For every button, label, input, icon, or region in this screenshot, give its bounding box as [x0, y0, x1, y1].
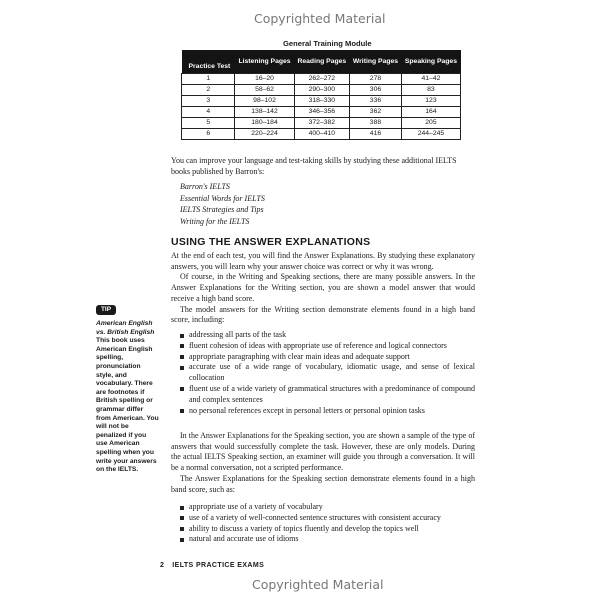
watermark-bottom: Copyrighted Material	[252, 577, 384, 592]
table-cell: 164	[401, 107, 460, 118]
tip-badge: TIP	[96, 305, 116, 315]
speaking-criteria-list	[180, 502, 475, 545]
table-cell: 262–272	[294, 74, 350, 85]
table-cell: 3	[182, 96, 235, 107]
table-cell: 6	[182, 129, 235, 140]
table-cell: 388	[350, 118, 402, 129]
table-cell: 244–245	[401, 129, 460, 140]
column-header: Listening Pages	[238, 58, 291, 65]
list-item: natural and accurate use of idioms	[180, 534, 475, 545]
list-item: appropriate paragraphing with clear main ideas and adequate support	[180, 352, 475, 363]
table-cell: 41–42	[401, 74, 460, 85]
book-list	[180, 182, 265, 228]
table-cell: 98–102	[235, 96, 294, 107]
table-cell: 220–224	[235, 129, 294, 140]
speaking-explanation-body	[171, 431, 475, 495]
table-row	[182, 107, 461, 118]
table-cell: 123	[401, 96, 460, 107]
paragraph: The Answer Explanations for the Speaking section demonstrate elements found in a high band score, such as:	[171, 473, 475, 494]
list-item: use of a variety of well-connected sentence structures with consistent accuracy	[180, 513, 475, 524]
answer-explanations-body	[171, 251, 475, 326]
book-title: Essential Words for IELTS	[180, 193, 265, 203]
intro-paragraph: You can improve your language and test-taking skills by studying these additional IELTS books published by Barron's:	[171, 156, 457, 176]
list-item: appropriate use of a variety of vocabulary	[180, 502, 475, 513]
page-number: 2	[160, 562, 165, 569]
table-cell: 318–330	[294, 96, 350, 107]
table-cell: 336	[350, 96, 402, 107]
table-header-row	[182, 50, 461, 74]
list-item: accurate use of a wide range of vocabulary, idiomatic usage, and sense of lexical collocation	[180, 362, 475, 384]
table-cell: 4	[182, 107, 235, 118]
table-row	[182, 129, 461, 140]
table-row	[182, 96, 461, 107]
paragraph: In the Answer Explanations for the Speaking section, you are shown a sample of the type of answers that would successfully complete the task. However, these are only models. During the actual IELTS Speaking section, an examiner will guide you through a conversation. It will be a normal conversation, not a scripted performance.	[171, 431, 475, 473]
book-title: Barron's IELTS	[180, 182, 230, 191]
tip-sidebar	[96, 320, 159, 475]
table-cell: 416	[350, 129, 402, 140]
list-item: ability to discuss a variety of topics fluently and develop the topics well	[180, 524, 475, 535]
table-row	[182, 118, 461, 129]
list-item: fluent use of a wide variety of grammatical structures with a predominance of compound and complex sentences	[180, 384, 475, 406]
table-cell: 1	[182, 74, 235, 85]
table-cell: 16–20	[235, 74, 294, 85]
column-header: Reading Pages	[297, 58, 347, 65]
table-cell: 58–62	[235, 85, 294, 96]
table-row	[182, 74, 461, 85]
writing-criteria-list	[180, 330, 475, 416]
table-cell: 83	[401, 85, 460, 96]
table-cell: 180–184	[235, 118, 294, 129]
column-header: Practice Test	[188, 63, 231, 70]
watermark-top: Copyrighted Material	[254, 11, 386, 26]
paragraph: At the end of each test, you will find the Answer Explanations. By studying these explanatory answers, you will learn why your answer choice was correct or why it was wrong.	[171, 251, 475, 271]
table-cell: 290–300	[294, 85, 350, 96]
table-cell: 278	[350, 74, 402, 85]
book-title: Writing for the IELTS	[180, 216, 250, 226]
table-cell: 5	[182, 118, 235, 129]
book-title: IELTS Strategies and Tips	[180, 205, 264, 215]
page-footer	[160, 562, 264, 569]
list-item: no personal references except in personal letters or personal opinion tasks	[180, 406, 475, 417]
table-row	[182, 85, 461, 96]
list-item: addressing all parts of the task	[180, 330, 475, 341]
table-cell: 2	[182, 85, 235, 96]
tip-body: This book uses American English spelling, pronunciation style, and vocabulary. There are footnotes if British spelling or grammar differ from American. You will not be penalized if you use American spelling when you write your answers on the IELTS.	[96, 337, 159, 474]
page-range-table	[181, 50, 461, 140]
column-header: Writing Pages	[352, 58, 399, 65]
table-cell: 372–382	[294, 118, 350, 129]
tip-title: American English vs. British English	[96, 320, 155, 336]
table-cell: 138–142	[235, 107, 294, 118]
table-cell: 306	[350, 85, 402, 96]
running-title: IELTS PRACTICE EXAMS	[172, 562, 265, 569]
section-heading: USING THE ANSWER EXPLANATIONS	[171, 236, 371, 248]
list-item: fluent cohesion of ideas with appropriate use of reference and logical connectors	[180, 341, 475, 352]
table-cell: 362	[350, 107, 402, 118]
table-cell: 400–410	[294, 129, 350, 140]
table-cell: 205	[401, 118, 460, 129]
table-cell: 346–356	[294, 107, 350, 118]
column-header: Speaking Pages	[404, 58, 457, 65]
paragraph: Of course, in the Writing and Speaking sections, there are many possible answers. In the Answer Explanations for the Writing section, you are shown a model answer that would receive a high band score.	[171, 272, 475, 303]
paragraph: The model answers for the Writing section demonstrate elements found in a high band score, including:	[171, 304, 475, 325]
table-title: General Training Module	[283, 39, 372, 48]
